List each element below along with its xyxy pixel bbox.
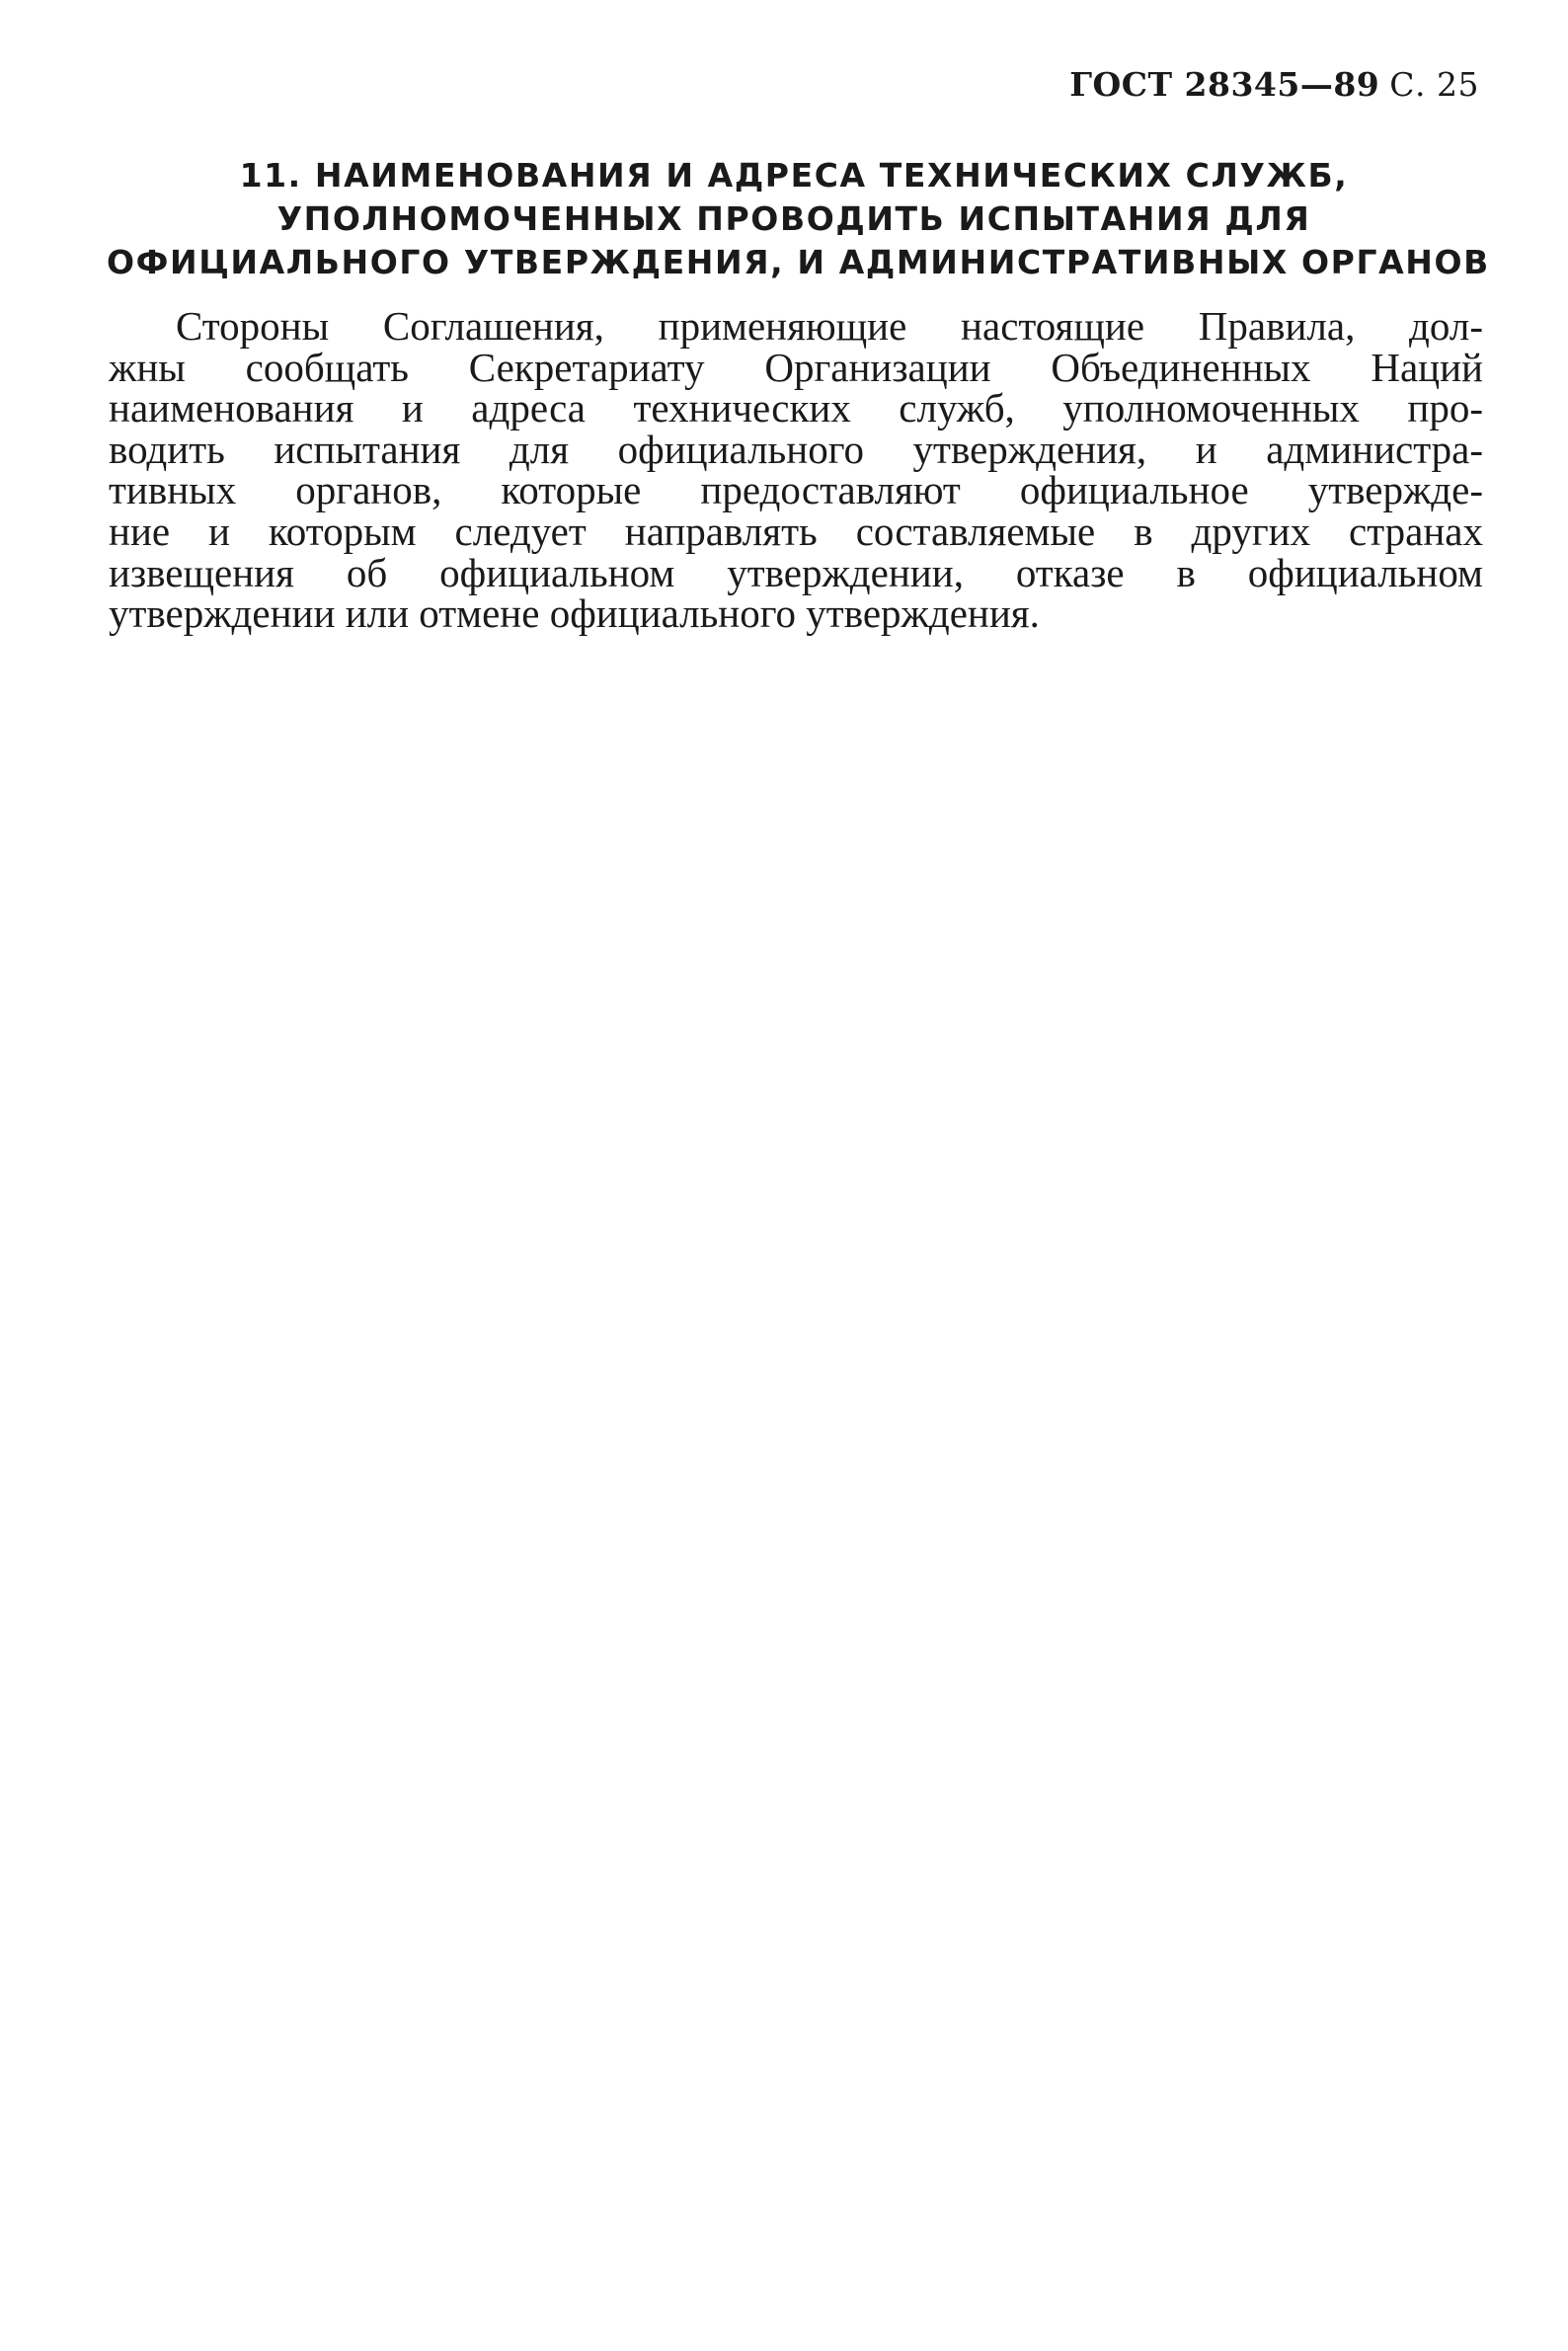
page-number: С. 25: [1389, 65, 1479, 104]
paragraph-line: ние и которым следует направлять составляемые в других странах: [109, 508, 1483, 554]
paragraph-line: водить испытания для официального утверждения, и администра-: [109, 426, 1483, 472]
paragraph-line: извещения об официальном утверждении, отказе в официальном: [109, 549, 1483, 595]
section-heading-line: ОФИЦИАЛЬНОГО УТВЕРЖДЕНИЯ, И АДМИНИСТРАТИВНЫХ ОРГАНОВ: [107, 243, 1490, 281]
paragraph-line: утверждении или отмене официального утверждения.: [109, 590, 1040, 637]
section-paragraph: [109, 303, 1483, 637]
paragraph-line: Стороны Соглашения, применяющие настоящие Правила, дол-: [176, 303, 1483, 349]
standard-number: ГОСТ 28345—89: [1069, 65, 1380, 104]
section-heading-line: УПОЛНОМОЧЕННЫХ ПРОВОДИТЬ ИСПЫТАНИЯ ДЛЯ: [276, 199, 1311, 238]
section-heading: [107, 154, 1490, 284]
paragraph-line: тивных органов, которые предоставляют официальное утвержде-: [109, 467, 1483, 513]
section-heading-line: 11. НАИМЕНОВАНИЯ И АДРЕСА ТЕХНИЧЕСКИХ СЛУЖБ,: [239, 156, 1349, 195]
paragraph-line: жны сообщать Секретариату Организации Объединенных Наций: [109, 344, 1483, 390]
paragraph-line: наименования и адреса технических служб, уполномоченных про-: [109, 385, 1483, 431]
running-header: [1069, 65, 1479, 104]
